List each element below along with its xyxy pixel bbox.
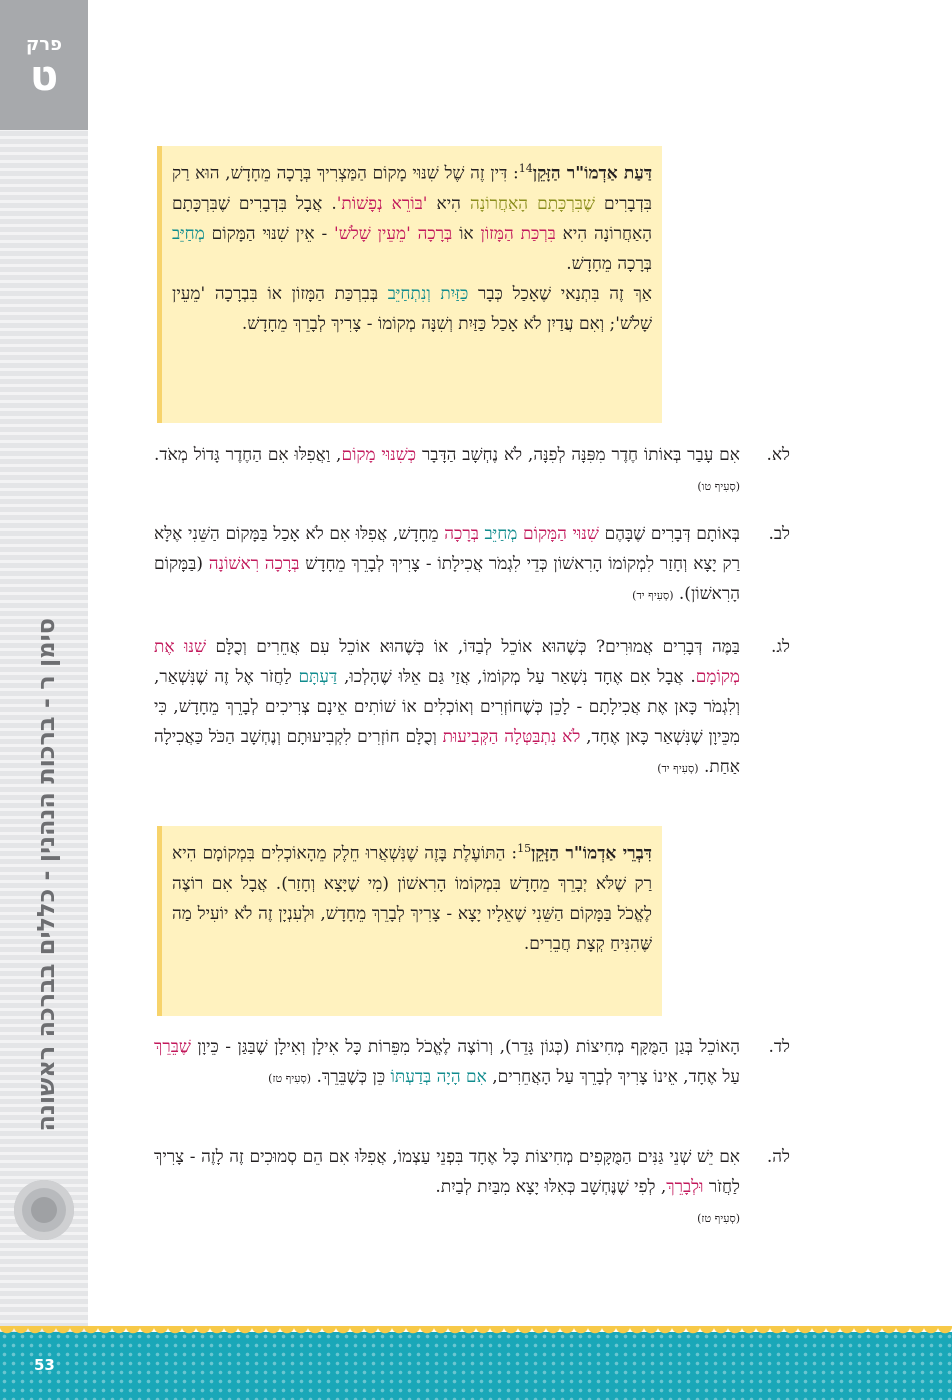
paragraph-35 xyxy=(154,1142,790,1234)
vertical-section-title-text: סימן ר - ברכות הנהנין - כללים בברכה ראשונה xyxy=(32,618,60,1132)
text: (בַּמָּקוֹם הָרִאשׁוֹן). xyxy=(154,554,740,604)
source-reference: (סְעִיף טז) xyxy=(268,1072,312,1085)
highlight: שִׁנּוּי הַמָּקוֹם xyxy=(523,524,599,544)
chapter-tab xyxy=(0,0,88,130)
highlight: 'בּוֹרֵא נְפָשׁוֹת' xyxy=(336,193,428,214)
text: בְּאוֹתָם דְּבָרִים שֶׁבָּהֶם xyxy=(598,524,741,544)
highlight: כַּזַּיִת וְנִתְחַיֵּב xyxy=(387,283,469,304)
source-reference: (סְעִיף יד) xyxy=(632,589,674,602)
paragraph-32 xyxy=(154,519,790,611)
text: אַךְ זֶה בִּתְנַאי שֶׁאָכַל כְּבָר xyxy=(468,283,653,304)
highlight: מְחַיֵּב xyxy=(484,524,518,544)
text: , וַאֲפִלּוּ אִם הַחֶדֶר גָּדוֹל מְאֹד. xyxy=(154,445,342,465)
source-reference: (סְעִיף טו) xyxy=(697,480,740,493)
text: הָאוֹכֵל בְּגַן הַמֻּקָּף מְחִיצוֹת (כְּגוֹן גָּדֵר), וְרוֹצֶה לֶאֱכֹל מִפֵּרוֹת כָּל אִילָן וְאִילָן שֶׁבַּגַּן - כֵּיוָן xyxy=(190,1037,740,1057)
text: אִם עָבַר בְּאוֹתוֹ חֶדֶר מִפִּנָּה לְפִנָּה, לֹא נֶחְשָׁב הַדָּבָר xyxy=(416,445,740,465)
text: וְכֻלָּם חוֹזְרִים לִקְבִיעוּתָם וְנֶחְשָׁב הַכֹּל כַּאֲכִילָה אַחַת. xyxy=(154,727,740,777)
highlight: וּלְבָרֵךְ xyxy=(666,1177,704,1197)
paragraph-33 xyxy=(154,632,790,784)
text: לַחֲזֹר אֶל זֶה שֶׁנִּשְׁאַר, וְלִגְמֹר כָּאן אֶת אֲכִילָתָם - לָכֵן כְּשֶׁחוֹזְרִים וְאוֹכְלִים אוֹ שׁוֹתִים אֵינָם צְרִיכִים לְבָרֵךְ מֵחָדָשׁ, כִּי מִכֵּיוָן שֶׁנִּשְׁאַר כָּאן אֶחָד, xyxy=(154,667,740,747)
paragraph-31 xyxy=(154,440,790,502)
highlight: שִׁנּוּ אֶת מְקוֹמָם xyxy=(154,637,741,687)
highlight: שֶׁבִּרְכָּתָם הָאַחֲרוֹנָה xyxy=(469,193,595,214)
text: , לְפִי שֶׁנֶּחְשָׁב כְּאִלּוּ יָצָא מִבַּיִת לְבַיִת. xyxy=(435,1177,667,1197)
plate-icon xyxy=(14,1180,74,1240)
text: אוֹ xyxy=(452,223,481,244)
paragraph-text xyxy=(154,440,740,502)
source-reference: (סְעִיף טז) xyxy=(697,1212,740,1225)
highlight: כְּשִׁנּוּי מָקוֹם xyxy=(341,445,417,465)
paragraph-text xyxy=(154,519,740,611)
page-number: 53 xyxy=(34,1356,55,1374)
text: - אֵין שִׁנּוּי הַמָּקוֹם xyxy=(204,223,335,244)
footnote-marker: 14 xyxy=(518,162,533,175)
text: עַל אֶחָד, אֵינוֹ צָרִיךְ לְבָרֵךְ עַל הָאֲחֵרִים, xyxy=(486,1067,740,1087)
paragraph-34 xyxy=(154,1032,790,1094)
note-box-2 xyxy=(157,826,662,1016)
text: בְּבִרְכַּת הַמָּזוֹן אוֹ בִּבְרָכָה 'מֵעֵין שָׁלֹשׁ'; וְאִם עֲדַיִן לֹא אָכַל כַּזַּיִת וְשִׁנָּה מְקוֹמוֹ - צָרִיךְ לְבָרֵךְ מֵחָדָשׁ. xyxy=(172,283,652,334)
text: בְּרָכָה מֵחָדָשׁ. xyxy=(566,253,652,274)
text: . אֲבָל בִּדְבָרִים שֶׁבִּרְכָּתָם הָאַחֲרוֹנָה הִיא xyxy=(172,193,653,244)
highlight: מְחַיֵּב xyxy=(172,223,205,244)
highlight: בְּרָכָה xyxy=(444,524,479,544)
highlight: בְּרָכָה 'מֵעֵין שָׁלֹשׁ' xyxy=(334,223,453,244)
text: בַּמֶּה דְּבָרִים אֲמוּרִים? כְּשֶׁהוּא אוֹכֵל לְבַדּוֹ, אוֹ כְּשֶׁהוּא אוֹכֵל עִם אֲחֵרִים וְכֻלָּם xyxy=(206,637,740,657)
sidebar xyxy=(0,0,88,1332)
source-reference: (סְעִיף יד) xyxy=(657,762,699,775)
text: . אֲבָל אִם אֶחָד נִשְׁאַר עַל מְקוֹמוֹ, אֲזַי גַּם אֵלּוּ שֶׁהָלְכוּ, xyxy=(337,667,696,687)
footnote-marker: 15 xyxy=(517,842,532,855)
highlight: דַּעְתָּם xyxy=(298,667,338,687)
paragraph-text xyxy=(154,1142,740,1234)
note-box-2-heading: דִּבְרֵי אַדְמוֹ"ר הַזָּקֵן xyxy=(531,843,652,864)
text: : הַתּוֹעֶלֶת בָּזֶה שֶׁנִּשְׁאֲרוּ חֵלֶק מֵהָאוֹכְלִים בִּמְקוֹמָם הִיא רַק שֶׁלֹּא יְבָרֵךְ מֵחָדָשׁ בִּמְקוֹמוֹ הָרִאשׁוֹן (מִי שֶׁיָּצָא וְחָזַר). אֲבָל אִם רוֹצֶה לֶאֱכֹל בַּמָּקוֹם הַשֵּׁנִי שֶׁאֵלָיו יָצָא - צָרִיךְ לְבָרֵךְ מֵחָדָשׁ, וּלְעִנְיָן זֶה לֹא יוֹעִיל מַה שֶּׁהִנִּיחַ קְצָת חֲבֵרִים. xyxy=(172,843,652,954)
footer-band xyxy=(0,1332,952,1400)
note-box-1 xyxy=(157,146,662,423)
text: כֵּן כְּשֶׁבֵּרֵךְ. xyxy=(316,1067,391,1087)
vertical-section-title xyxy=(26,580,66,1170)
highlight: בִּרְכַּת הַמָּזוֹן xyxy=(480,223,556,244)
paragraph-number: לא. xyxy=(766,445,790,465)
paragraph-number: לג. xyxy=(771,637,790,657)
footer-wavy-edge xyxy=(0,1326,952,1340)
chapter-word: פרק xyxy=(26,34,62,55)
text: מֵחָדָשׁ, אֲפִלּוּ אִם לֹא אָכַל בַּמָּקוֹם הַשֵּׁנִי אֶלָּא רַק יָצָא וְחָזַר לִמְקוֹמוֹ הָרִאשׁוֹן כְּדֵי לִגְמֹר אֲכִילָתוֹ - צָרִיךְ לְבָרֵךְ מֵחָדָשׁ xyxy=(154,524,741,574)
highlight: בְּרָכָה רִאשׁוֹנָה xyxy=(208,554,300,574)
highlight: לֹא נִתְבַּטְּלָה הַקְּבִיעוּת xyxy=(442,727,581,747)
text: הִיא xyxy=(427,193,470,214)
paragraph-number: לב. xyxy=(768,524,790,544)
note-box-1-heading: דַּעַת אַדְמוֹ"ר הַזָּקֵן xyxy=(532,163,652,184)
highlight: שֶׁבֵּרֵךְ xyxy=(154,1037,191,1057)
text: אִם יֵשׁ שְׁנֵי גַּנִּים הַמֻּקָּפִים מְחִיצוֹת כָּל אֶחָד בִּפְנֵי עַצְמוֹ, אֲפִלּוּ אִם הֵם סְמוּכִים זֶה לָזֶה - צָרִיךְ לַחֲזֹר xyxy=(154,1147,740,1197)
paragraph-text xyxy=(154,1032,740,1094)
paragraph-text xyxy=(154,632,740,784)
highlight: אִם הָיָה בְּדַעְתּוֹ xyxy=(390,1067,487,1087)
chapter-letter: ט xyxy=(29,51,59,100)
paragraph-number: לד. xyxy=(768,1037,790,1057)
text: : דִּין זֶה שֶׁל שִׁנּוּי מָקוֹם הַמַּצְרִיךְ בְּרָכָה מֵחָדָשׁ, הוּא רַק בִּדְבָרִים xyxy=(172,163,652,214)
paragraph-number: לה. xyxy=(766,1147,790,1167)
